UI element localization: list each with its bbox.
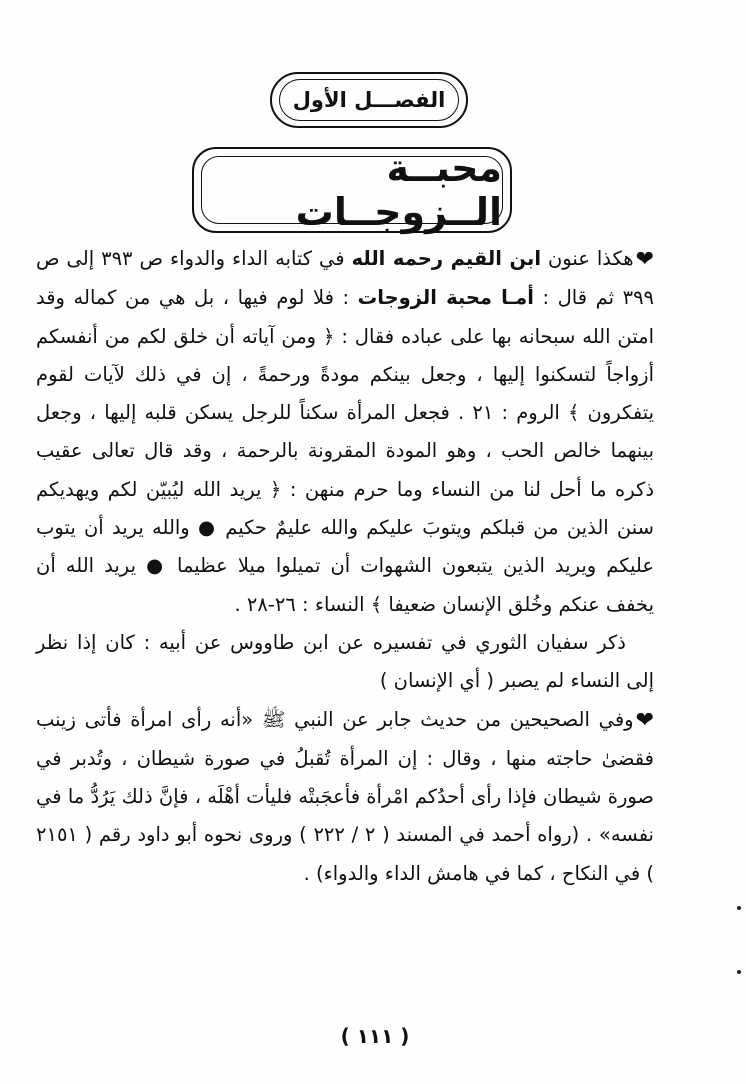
- quran-verse-2: ﴿ يريد الله ليُبيّن لكم ويهديكم سنن الذين من قبلكم ويتوبَ عليكم والله عليمٌ حكيم ● والله يريد أن يتوب عليكم ويريد الذين يتبعون الشهوات أن تميلوا ميلا عظيما ● يريد الله أن يخفف عنكم وخُلق الإنسان ضعيفا ﴾: [36, 477, 654, 616]
- heart-bullet-icon: ❤: [635, 247, 654, 272]
- chapter-label: الفصـــل الأول: [279, 79, 459, 121]
- page-number: ( ١١١ ): [340, 1024, 410, 1048]
- scan-speck: [737, 970, 741, 974]
- quran-verse-1: ﴿ ومن آياته أن خلق لكم من أنفسكم أزواجاً لتسكنوا إليها ، وجعل بينكم مودةً ورحمةً ، إن في ذلك لآيات لقوم يتفكرون ﴾: [36, 324, 655, 425]
- paragraph-2: ذكر سفيان الثوري في تفسيره عن ابن طاووس عن أبيه : كان إذا نظر إلى النساء لم يصبر ( أي الإنسان ): [36, 630, 654, 693]
- paragraph-3: ❤وفي الصحيحين من حديث جابر عن النبي ﷺ «أنه رأى امرأة فأتى زينب فقضىٰ حاجته منها ، وقال : إن المرأة تُقبلُ في صورة شيطان ، وتُدبر في صورة شيطان فإذا رأى أحدُكم امْرأة فأعجَبتْه فليأت أهْلَه ، فإنَّ ذلك يَرُدُّ ما في نفسه» . (رواه أحمد في المسند ( ٢ / ٢٢٢ ) وروى نحوه أبو داود رقم ( ٢١٥١ ) في النكاح ، كما في هامش الداء والدواء) .: [36, 701, 654, 893]
- scan-speck: [737, 906, 741, 910]
- author-name: ابن القيم رحمه الله: [351, 247, 542, 270]
- chapter-label-frame: [270, 72, 468, 128]
- paragraph-1: ❤هكذا عنون ابن القيم رحمه الله في كتابه الداء والدواء ص ٣٩٣ إلى ص ٣٩٩ ثم قال : أمـا محبة الزوجات : فلا لوم فيها ، بل هي من كماله وقد امتن الله سبحانه بها على عباده فقال : ﴿ ومن آياته أن خلق لكم من أنفسكم أزواجاً لتسكنوا إليها ، وجعل بينكم مودةً ورحمةً ، إن في ذلك لآيات لقوم يتفكرون ﴾ الروم : ٢١ . فجعل المرأة سكناً للرجل يسكن قلبه إليها ، وجعل بينهما خالص الحب ، وهو المودة المقرونة بالرحمة ، وقد قال تعالى عقيب ذكره ما أحل لنا من النساء وما حرم منهن : ﴿ يريد الله ليُبيّن لكم ويهديكم سنن الذين من قبلكم ويتوبَ عليكم والله عليمٌ حكيم ● والله يريد أن يتوب عليكم ويريد الذين يتبعون الشهوات أن تميلوا ميلا عظيما ● يريد الله أن يخفف عنكم وخُلق الإنسان ضعيفا ﴾ النساء : ٢٦-٢٨ .: [36, 240, 654, 624]
- topic-phrase: أمـا محبة الزوجات: [357, 286, 534, 310]
- section-title-frame: [192, 147, 512, 233]
- heart-bullet-icon: ❤: [635, 707, 654, 733]
- body-text: [36, 240, 654, 893]
- section-title: محبــة الــزوجــات: [201, 156, 503, 224]
